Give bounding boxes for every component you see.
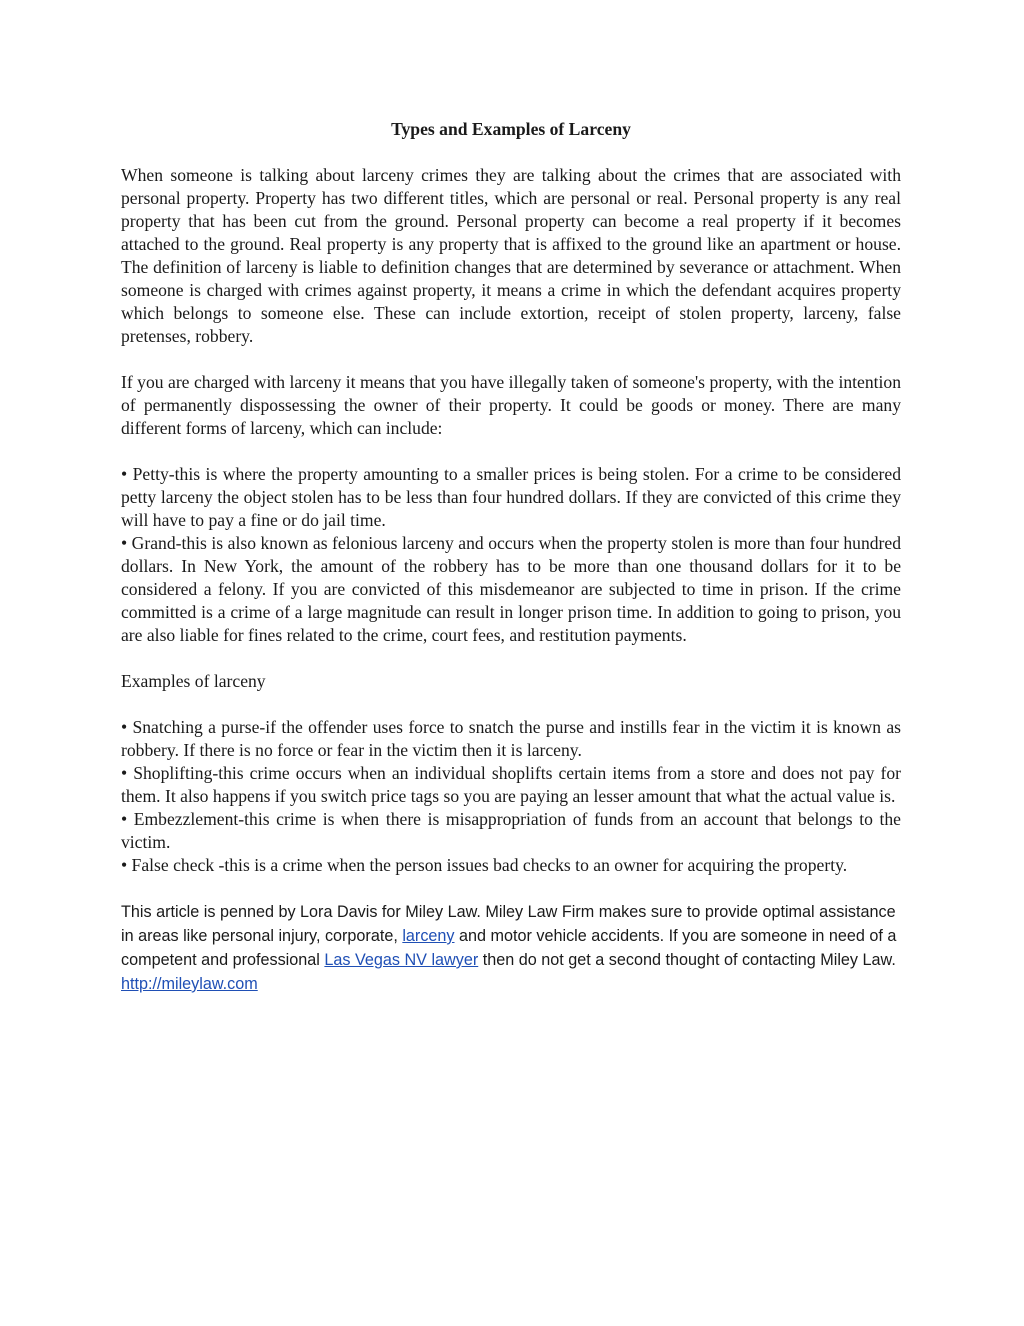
list-item-snatching: • Snatching a purse-if the offender uses force to snatch the purse and instills fear in the victim it is known as robbery. If there is no force or fear in the victim then it is larceny.: [121, 717, 901, 760]
footer-text-2: and motor vehicle accidents. If you are someone in need of a competent and professional: [121, 927, 897, 969]
intro-paragraph: When someone is talking about larceny crimes they are talking about the crimes that are associated with personal property. Property has two different titles, which are personal or real. Personal property is any real property that has been cut from the ground. Personal property can become a real property if it becomes attached to the ground. Real property is any property that is affixed to the ground like an apartment or house. The definition of larceny is liable to definition changes that are determined by severance or attachment. When someone is charged with crimes against property, it means a crime in which the defendant acquires property which belongs to someone else. These can include extortion, receipt of stolen property, larceny, false pretenses, robbery.: [121, 165, 901, 346]
larceny-examples-list: [121, 716, 901, 877]
list-item-shoplifting: • Shoplifting-this crime occurs when an individual shoplifts certain items from a store and does not pay for them. It also happens if you switch price tags so you are paying an lesser amount that what the actual value is.: [121, 763, 901, 806]
list-item-petty: • Petty-this is where the property amounting to a smaller prices is being stolen. For a crime to be considered petty larceny the object stolen has to be less than four hundred dollars. If they are convicted of this crime they will have to pay a fine or do jail time.: [121, 464, 901, 530]
document-title: Types and Examples of Larceny: [391, 119, 631, 139]
document-page: [121, 118, 901, 996]
charged-paragraph: If you are charged with larceny it means that you have illegally taken of someone's property, with the intention of permanently dispossessing the owner of their property. It could be goods or money. There are many different forms of larceny, which can include:: [121, 372, 901, 438]
mileylaw-url-link[interactable]: http://mileylaw.com: [121, 975, 258, 993]
list-item-embezzlement: • Embezzlement-this crime is when there is misappropriation of funds from an account that belongs to the victim.: [121, 809, 901, 852]
larceny-types-list: [121, 463, 901, 647]
footer-text-3: then do not get a second thought of contacting Miley Law.: [478, 951, 896, 969]
larceny-link[interactable]: larceny: [402, 927, 455, 945]
las-vegas-lawyer-link[interactable]: Las Vegas NV lawyer: [324, 951, 479, 969]
examples-heading: Examples of larceny: [121, 671, 266, 691]
footer-text-1: This article is penned by Lora Davis for Miley Law. Miley Law Firm makes sure to provide optimal assistance in areas like personal injury, corporate,: [121, 903, 896, 945]
list-item-grand: • Grand-this is also known as felonious larceny and occurs when the property stolen is more than four hundred dollars. In New York, the amount of the robbery has to be more than one thousand dollars for it to be considered a felony. If you are convicted of this misdemeanor are subjected to time in prison. If the crime committed is a crime of a large magnitude can result in longer prison time. In addition to going to prison, you are also liable for fines related to the crime, court fees, and restitution payments.: [121, 533, 901, 645]
author-footer: [121, 900, 901, 996]
list-item-false-check: • False check -this is a crime when the person issues bad checks to an owner for acquiring the property.: [121, 855, 848, 875]
